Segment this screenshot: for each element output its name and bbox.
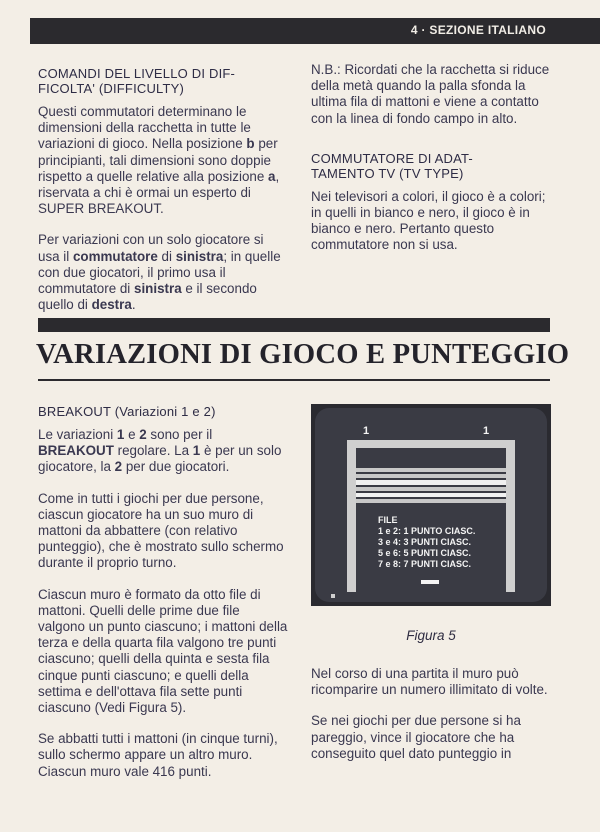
- brick-row-4: [356, 487, 506, 491]
- note-paragraph: N.B.: Ricordati che la racchetta si riduce della metà quando la palla sfonda la ultima fila di mattoni e viene a contatto con la linea di fondo campo in alto.: [311, 62, 550, 126]
- right-bottom-paragraph-1: Nel corso di una partita il muro può ricomparire un numero illimitato di volte.: [311, 666, 548, 698]
- figure-row-1: 1 e 2: 1 PUNTO CIASC.: [378, 526, 476, 536]
- breakout-paragraph-3: Ciascun muro è formato da otto file di mattoni. Quelli delle prime due file valgono un punto ciascuno; i mattoni della terza e della quarta fila valgono tre punti ciascuno; quelli della quinta e sesta fila cinque punti ciascuno; e quelli della settima e dell'ottava fila sette punti ciascuno (Vedi Figura 5).: [38, 586, 288, 716]
- header-bar: [30, 18, 600, 44]
- tvtype-heading: COMMUTATORE DI ADAT- TAMENTO TV (TV TYPE): [311, 150, 473, 181]
- figure-row-3: 5 e 6: 5 PUNTI CIASC.: [378, 548, 472, 558]
- breakout-heading: BREAKOUT (Variazioni 1 e 2): [38, 404, 216, 419]
- section-divider-bar: [38, 318, 550, 332]
- difficulty-paragraph-1: Questi commutatori determinano le dimensioni della racchetta in tutte le variazioni di gioco. Nella posizione b per principianti, tali dimensioni sono doppie rispetto a quelle relative alla posizione a, riservata a chi è ormai un esperto di SUPER BREAKOUT.: [38, 104, 280, 217]
- breakout-paragraph-2: Come in tutti i giochi per due persone, ciascun giocatore ha un suo muro di mattoni da abbattere (con relativo punteggio), che è mostrato sullo schermo durante il proprio turno.: [38, 490, 284, 571]
- tvtype-paragraph: Nei televisori a colori, il gioco è a colori; in quelli in bianco e nero, il gioco è in bianco e nero. Pertanto questo commutatore non si usa.: [311, 188, 546, 253]
- figure-5-screenshot: [311, 404, 551, 606]
- brick-row-5: [356, 493, 506, 497]
- section-rule: [38, 379, 550, 381]
- figure-label: FILE: [378, 515, 398, 525]
- breakout-paragraph-4: Se abbatti tutti i mattoni (in cinque turni), sullo schermo appare un altro muro. Ciascun muro vale 416 punti.: [38, 731, 278, 779]
- tv-screen-graphic: [311, 404, 551, 606]
- breakout-paragraph-1: Le variazioni 1 e 2 sono per il BREAKOUT regolare. La 1 è per un solo giocatore, la 2 per due giocatori.: [38, 427, 282, 475]
- figure-row-2: 3 e 4: 3 PUNTI CIASC.: [378, 537, 472, 547]
- right-bottom-column: [311, 666, 556, 777]
- figure-score-left: 1: [363, 425, 370, 437]
- paddle: [421, 580, 439, 584]
- difficulty-section: [38, 66, 288, 328]
- right-wall: [506, 440, 515, 592]
- brick-row-1: [356, 468, 506, 472]
- figure-row-4: 7 e 8: 7 PUNTI CIASC.: [378, 559, 472, 569]
- top-wall: [347, 440, 515, 448]
- difficulty-heading: COMANDI DEL LIVELLO DI DIF- FICOLTA' (DIFFICULTY): [38, 66, 236, 96]
- right-top-column: [311, 62, 556, 269]
- left-wall: [347, 440, 356, 592]
- right-bottom-paragraph-2: Se nei giochi per due persone si ha pareggio, vince il giocatore che ha conseguito quel dato punteggio in: [311, 713, 521, 761]
- figure-caption: Figura 5: [406, 628, 456, 643]
- brick-row-6: [356, 499, 506, 503]
- brick-row-2: [356, 474, 506, 478]
- breakout-section: [38, 404, 290, 795]
- brick-row-3: [356, 480, 506, 485]
- ball-marker: [331, 594, 335, 598]
- section-header: 4 · SEZIONE ITALIANO: [410, 23, 546, 37]
- section-title: VARIAZIONI DI GIOCO E PUNTEGGIO: [36, 339, 570, 370]
- difficulty-paragraph-2: Per variazioni con un solo giocatore si usa il commutatore di sinistra; in quelle con due giocatori, il primo usa il commutatore di sinistra e il secondo quello di destra.: [38, 232, 281, 313]
- figure-score-right: 1: [483, 425, 490, 437]
